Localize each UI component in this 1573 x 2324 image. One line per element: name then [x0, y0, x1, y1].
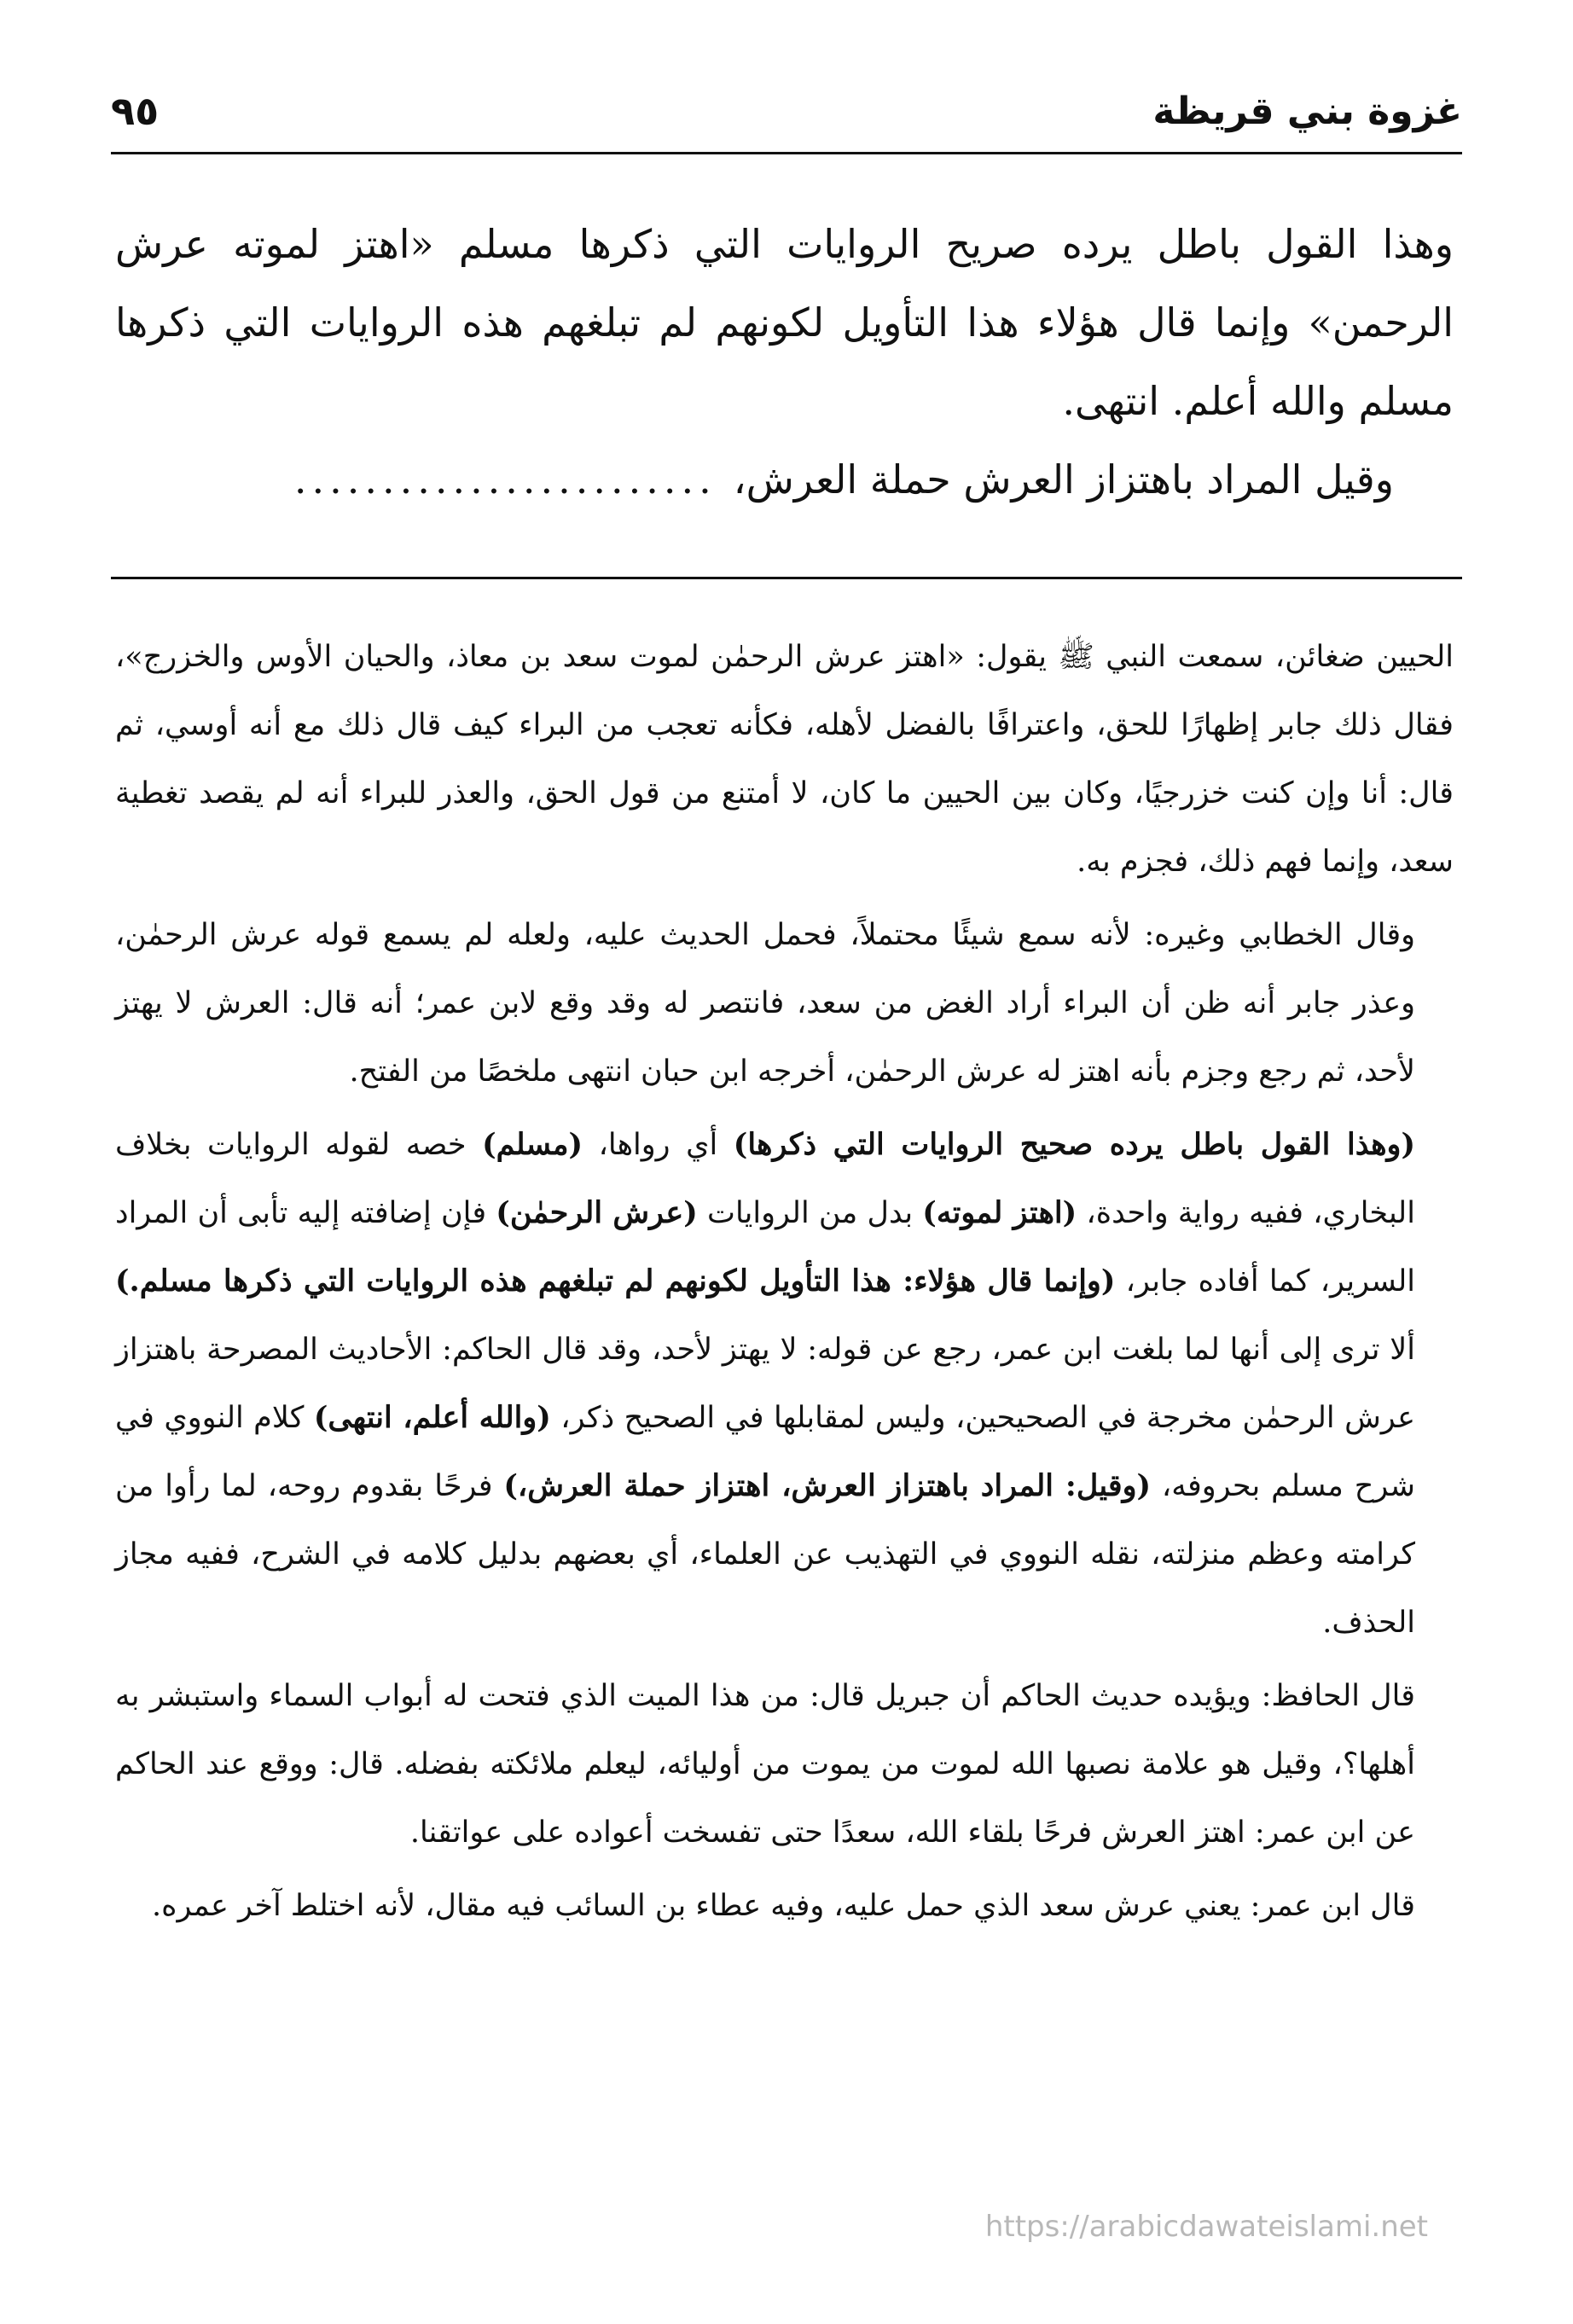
commentary-span: أي رواها،: [583, 1128, 734, 1162]
commentary-paragraph: [115, 1111, 1454, 1657]
commentary-span: فإن إضافته إليه تأبى أن المراد السرير، كما أفاده جابر،: [115, 1196, 1415, 1299]
quoted-phrase: (وقيل: المراد باهتزاز العرش، اهتزاز حملة العرش،): [503, 1468, 1152, 1503]
main-text-line: وهذا القول باطل يرده صريح الروايات التي ذكرها مسلم «اهتز لموته عرش الرحمن» وإنما قال هؤلاء هذا التأويل لكونهم لم تبلغهم هذه الروايات التي ذكرها مسلم والله أعلم. انتهى.: [115, 221, 1454, 424]
running-title: غزوة بني قريظة: [1152, 89, 1462, 133]
commentary-separator: [111, 577, 1462, 579]
commentary-paragraph: قال ابن عمر: يعني عرش سعد الذي حمل عليه، وفيه عطاء بن السائب فيه مقال، لأنه اختلط آخر عمره.: [151, 1889, 1415, 1923]
quoted-phrase: (عرش الرحمٰن): [496, 1195, 698, 1230]
commentary-span: ألا ترى إلى أنها لما بلغت ابن عمر، رجع عن قوله: لا يهتز لأحد، وقد قال الحاكم: الأحاديث المصرحة باهتزاز عرش الرحمٰن مخرجة في الصحيحين، وليس لمقابلها في الصحيح ذكر،: [115, 1333, 1416, 1435]
commentary-span: خصه لقوله الروايات بخلاف البخاري، ففيه رواية واحدة،: [115, 1128, 1415, 1230]
commentary-paragraph: وقال الخطابي وغيره: لأنه سمع شيئًا محتملاً، فحمل الحديث عليه، ولعله لم يسمع قوله عرش الرحمٰن، وعذر جابر أنه ظن أن البراء أراد الغض من سعد، فانتصر له وقد وقع لابن عمر؛ أنه قال: العرش لا يهتز لأحد، ثم رجع وجزم بأنه اهتز له عرش الرحمٰن، أخرجه ابن حبان انتهى ملخصًا من الفتح.: [115, 918, 1415, 1089]
quoted-phrase: (والله أعلم، انتهى): [313, 1400, 551, 1435]
main-text-line: وقيل المراد باهتزاز العرش حملة العرش،: [733, 456, 1394, 503]
commentary-span: فرحًا بقدوم روحه، لما رأوا من كرامته وعظم منزلته، نقله النووي في التهذيب عن العلماء، أي بعضهم بدليل كلامه في الشرح، ففيه مجاز الحذف.: [115, 1469, 1415, 1640]
main-text-paragraph: [115, 205, 1454, 440]
header-rule: [111, 152, 1462, 154]
main-text: [115, 205, 1454, 519]
continuation-dots: ........................: [293, 456, 717, 503]
page-number: ٩٥: [111, 88, 160, 134]
watermark-url: https://arabicdawateislami.net: [984, 2210, 1428, 2244]
commentary-span: بدل من الروايات: [697, 1196, 923, 1230]
main-text-paragraph: [115, 440, 1454, 519]
quoted-phrase: (اهتز لموته): [922, 1195, 1077, 1230]
commentary-paragraph: الحيين ضغائن، سمعت النبي ﷺ يقول: «اهتز عرش الرحمٰن لموت سعد بن معاذ، والحيان الأوس والخزرج»، فقال ذلك جابر إظهارًا للحق، واعترافًا بالفضل لأهله، فكأنه تعجب من البراء كيف قال ذلك مع أنه أوسي، ثم قال: أنا وإن كنت خزرجيًا، وكان بين الحيين ما كان، لا أمتنع من قول الحق، والعذر للبراء أنه لم يقصد تغطية سعد، وإنما فهم ذلك، فجزم به.: [115, 640, 1454, 879]
commentary-text: [115, 623, 1454, 1945]
quoted-phrase: (وهذا القول باطل يرده صحيح الروايات التي ذكرها): [733, 1127, 1416, 1162]
quoted-phrase: (وإنما قال هؤلاء: هذا التأويل لكونهم لم تبلغهم هذه الروايات التي ذكرها مسلم.): [115, 1264, 1116, 1299]
commentary-paragraph: قال الحافظ: ويؤيده حديث الحاكم أن جبريل قال: من هذا الميت الذي فتحت له أبواب السماء واستبشر به أهلها؟، وقيل هو علامة نصبها الله لموت من يموت من أوليائه، ليعلم ملائكته بفضله. قال: ووقع عند الحاكم عن ابن عمر: اهتز العرش فرحًا بلقاء الله، سعدًا حتى تفسخت أعواده على عواتقنا.: [115, 1679, 1415, 1850]
quoted-phrase: (مسلم): [482, 1127, 583, 1162]
page-header: [111, 77, 1462, 145]
commentary-span: كلام النووي في شرح مسلم بحروفه،: [115, 1401, 1415, 1503]
